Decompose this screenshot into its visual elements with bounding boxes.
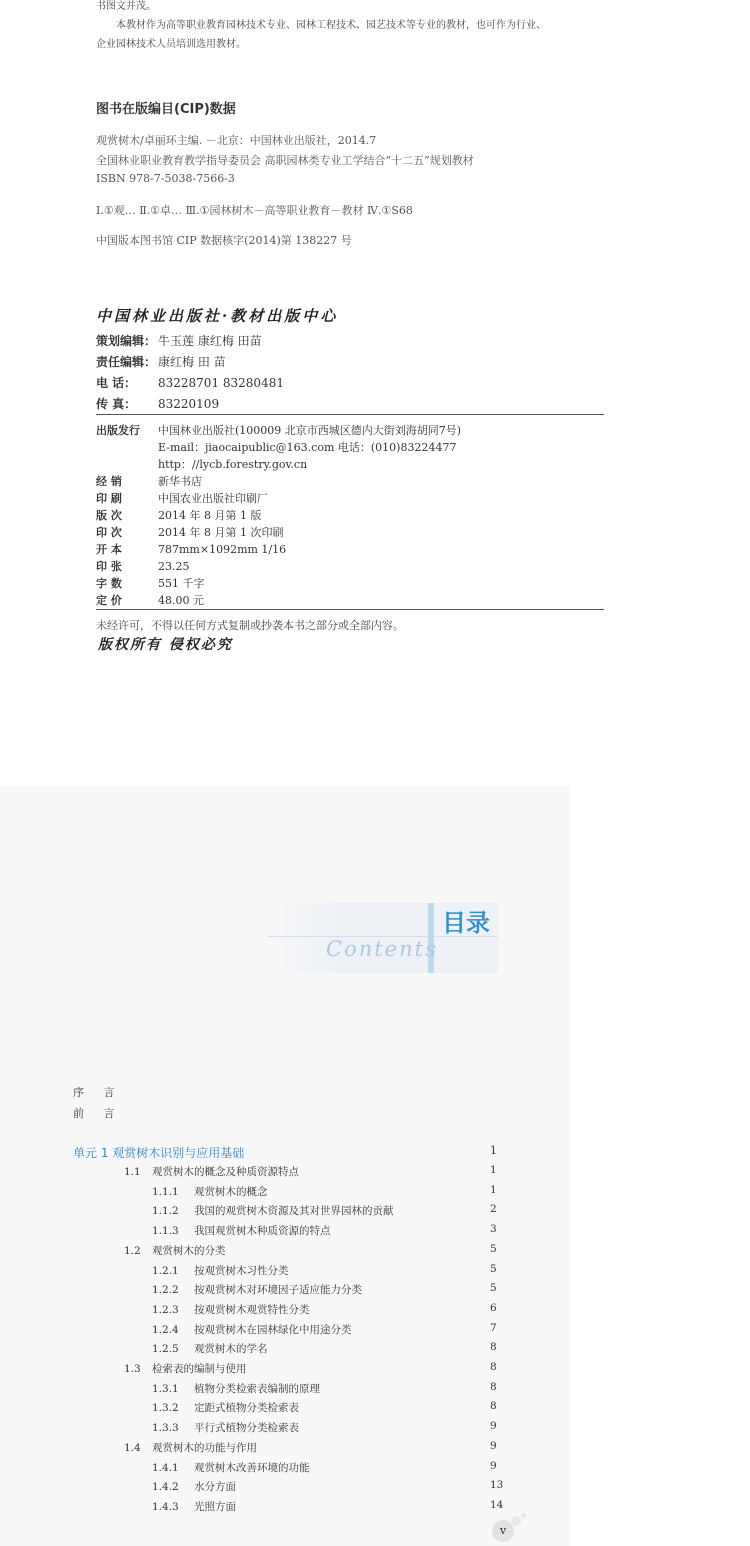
editor-key: 责任编辑： [96,355,157,369]
intro-continuation: 书图文并茂。 [96,1,156,12]
toc-text: 光照方面 [194,1500,236,1513]
toc-text: 定距式植物分类检索表 [194,1402,299,1415]
toc-text: 观赏树木的功能与作用 [152,1441,257,1454]
info-key: 经 销 [96,475,122,488]
toc-text: 观赏树木的概念及种质资源特点 [152,1166,299,1178]
info-row-publisher [96,422,461,438]
cip-line-classification: Ⅰ.①观… Ⅱ.①卓… Ⅲ.①园林树木－高等职业教育－教材 Ⅳ.①S68 [96,204,413,217]
toc-page-number: 1 [490,1183,497,1196]
info-key: 开 本 [96,543,122,556]
toc-number: 1.4.1 [152,1461,179,1474]
info-value: 23.25 [158,560,190,573]
toc-subsection[interactable] [152,1184,268,1199]
info-value: 787mm×1092mm 1/16 [158,543,287,556]
contents-banner [268,903,498,973]
toc-number: 1.4.2 [152,1481,179,1494]
toc-page-number: 8 [490,1341,497,1354]
intro-line-1: 本教材作为高等职业教育园林技术专业、园林工程技术、园艺技术等专业的教材，也可作为行业、 [116,20,546,31]
info-key: 出版发行 [96,424,140,437]
editor-row [96,395,219,412]
cip-line-record: 中国版本图书馆 CIP 数据核字(2014)第 138227 号 [96,234,352,247]
toc-number: 1.1 [124,1166,141,1178]
toc-page-number: 6 [490,1301,497,1314]
info-key: 定 价 [96,594,122,607]
toc-number: 1.2.1 [152,1264,179,1277]
toc-subsection[interactable] [152,1203,394,1218]
editor-value: 康红梅 田 苗 [158,355,226,369]
intro-line-2: 企业园林技术人员培训选用教材。 [96,39,246,50]
toc-number: 1.2 [124,1244,141,1257]
info-row [96,592,204,608]
toc-page-number: 8 [490,1361,497,1373]
toc-subsection[interactable] [152,1341,268,1356]
toc-text: 按观赏树木在园林绿化中用途分类 [194,1323,352,1336]
toc-subsection[interactable] [152,1400,299,1415]
toc-page-number: 5 [490,1282,497,1295]
toc-number: 1.1.2 [152,1205,179,1218]
toc-subsection[interactable] [152,1479,236,1494]
rights-reserved: 版权所有 侵权必究 [98,637,233,653]
toc-number: 1.3.1 [152,1382,179,1395]
toc-subsection[interactable] [152,1420,299,1435]
toc-text: 植物分类检索表编制的原理 [194,1382,320,1395]
contents-title: 目录 [442,909,490,937]
front-matter-preface[interactable]: 序 言 [73,1086,123,1099]
toc-page-number: 9 [490,1439,497,1452]
web-line: http：//lycb.forestry.gov.cn [158,458,308,471]
toc-page-number: 14 [490,1498,504,1511]
toc-text: 检索表的编制与使用 [152,1363,247,1375]
publisher-heading: 中国林业出版社·教材出版中心 [96,307,339,325]
info-value: 中国林业出版社(100009 北京市西城区德内大街刘海胡同7号) [158,424,462,437]
editor-value: 83220109 [158,397,220,411]
info-value: 551 千字 [158,577,205,590]
info-key: 印 张 [96,560,122,573]
info-value: 中国农业出版社印刷厂 [158,492,268,505]
info-value: 2014 年 8 月第 1 版 [158,509,262,522]
info-row [96,575,205,591]
toc-section[interactable] [124,1361,247,1376]
info-key: 版 次 [96,509,122,522]
copyright-notice: 未经许可，不得以任何方式复制或抄袭本书之部分或全部内容。 [96,619,404,632]
info-key: 字 数 [96,577,122,590]
toc-subsection[interactable] [152,1322,352,1337]
toc-subsection[interactable] [152,1282,362,1297]
email-line: E-mail：jiaocaipublic@163.com 电话：(010)83224477 [158,441,457,454]
divider-bottom [96,609,604,610]
cip-line-isbn: ISBN 978-7-5038-7566-3 [96,172,235,185]
toc-text: 水分方面 [194,1481,236,1494]
toc-text: 观赏树木改善环境的功能 [194,1461,310,1474]
toc-subsection[interactable] [152,1460,310,1475]
editor-key: 策划编辑： [96,334,157,348]
info-row [96,524,283,540]
editor-value: 83228701 83280481 [158,376,284,390]
cip-title: 图书在版编目(CIP)数据 [96,102,236,117]
toc-text: 我国观赏树木种质资源的特点 [194,1225,331,1238]
toc-section[interactable] [124,1243,226,1258]
toc-number: 1.4.3 [152,1500,179,1513]
front-matter-foreword[interactable]: 前 言 [73,1107,123,1120]
toc-text: 观赏树木的学名 [194,1343,268,1356]
editor-key: 传 真： [96,397,137,411]
copyright-page [0,0,750,740]
info-row [96,490,268,506]
page-folio: v [492,1520,514,1542]
toc-page-number: 9 [490,1459,497,1472]
toc-number: 1.1.3 [152,1225,179,1238]
editor-row [96,374,284,391]
toc-page-number: 7 [490,1321,497,1334]
toc-subsection[interactable] [152,1263,289,1278]
toc-number: 1.2.4 [152,1323,179,1336]
toc-text: 按观赏树木习性分类 [194,1264,289,1277]
toc-number: 1.3.3 [152,1422,179,1435]
toc-section[interactable] [124,1440,257,1455]
toc-page-number: 5 [490,1262,497,1275]
toc-page-number: 8 [490,1400,497,1413]
toc-page-number: 13 [490,1479,504,1492]
toc-section[interactable] [124,1164,299,1179]
toc-page-number: 3 [490,1223,497,1236]
cip-line-series: 全国林业职业教育教学指导委员会 高职园林类专业工学结合“十二五”规划教材 [96,154,474,167]
toc-number: 1.1.1 [152,1185,179,1198]
info-row [96,558,190,574]
editor-row [96,332,262,349]
editor-key: 电 话： [96,376,137,390]
toc-page-number: 1 [490,1164,497,1176]
info-value: 48.00 元 [158,594,204,607]
editor-row [96,353,226,370]
info-value: 2014 年 8 月第 1 次印刷 [158,526,284,539]
contents-subtitle: Contents [326,937,438,961]
toc-number: 1.3.2 [152,1402,179,1415]
info-key: 印 刷 [96,492,122,505]
info-row [96,507,261,523]
info-key: 印 次 [96,526,122,539]
toc-number: 1.2.3 [152,1303,179,1316]
toc-subsection[interactable] [152,1381,320,1396]
toc-number: 1.2.2 [152,1284,179,1297]
unit-heading[interactable]: 单元 1 观赏树木识别与应用基础 [73,1146,245,1160]
unit-page-number: 1 [490,1144,497,1157]
contents-page [0,786,570,1546]
toc-subsection[interactable] [152,1223,331,1238]
toc-subsection[interactable] [152,1302,310,1317]
toc-number: 1.2.5 [152,1343,179,1356]
toc-text: 平行式植物分类检索表 [194,1422,299,1435]
toc-subsection[interactable] [152,1499,236,1514]
toc-page-number: 8 [490,1380,497,1393]
toc-page-number: 2 [490,1203,497,1216]
toc-text: 按观赏树木观赏特性分类 [194,1303,310,1316]
info-row [96,473,202,489]
info-row [96,541,286,557]
folio-decoration [521,1513,526,1518]
toc-text: 观赏树木的分类 [152,1244,226,1257]
toc-number: 1.4 [124,1441,141,1454]
toc-text: 观赏树木的概念 [194,1185,268,1198]
toc-number: 1.3 [124,1363,141,1375]
divider-top [96,414,604,415]
toc-page-number: 9 [490,1420,497,1433]
toc-text: 我国的观赏树木资源及其对世界园林的贡献 [194,1205,394,1218]
toc-page-number: 5 [490,1242,497,1255]
info-value: 新华书店 [158,475,202,488]
toc-text: 按观赏树木对环境因子适应能力分类 [194,1284,362,1297]
cip-line-title: 观赏树木/卓丽环主编. －北京：中国林业出版社，2014.7 [96,134,377,147]
editor-value: 牛玉莲 康红梅 田苗 [158,334,262,348]
